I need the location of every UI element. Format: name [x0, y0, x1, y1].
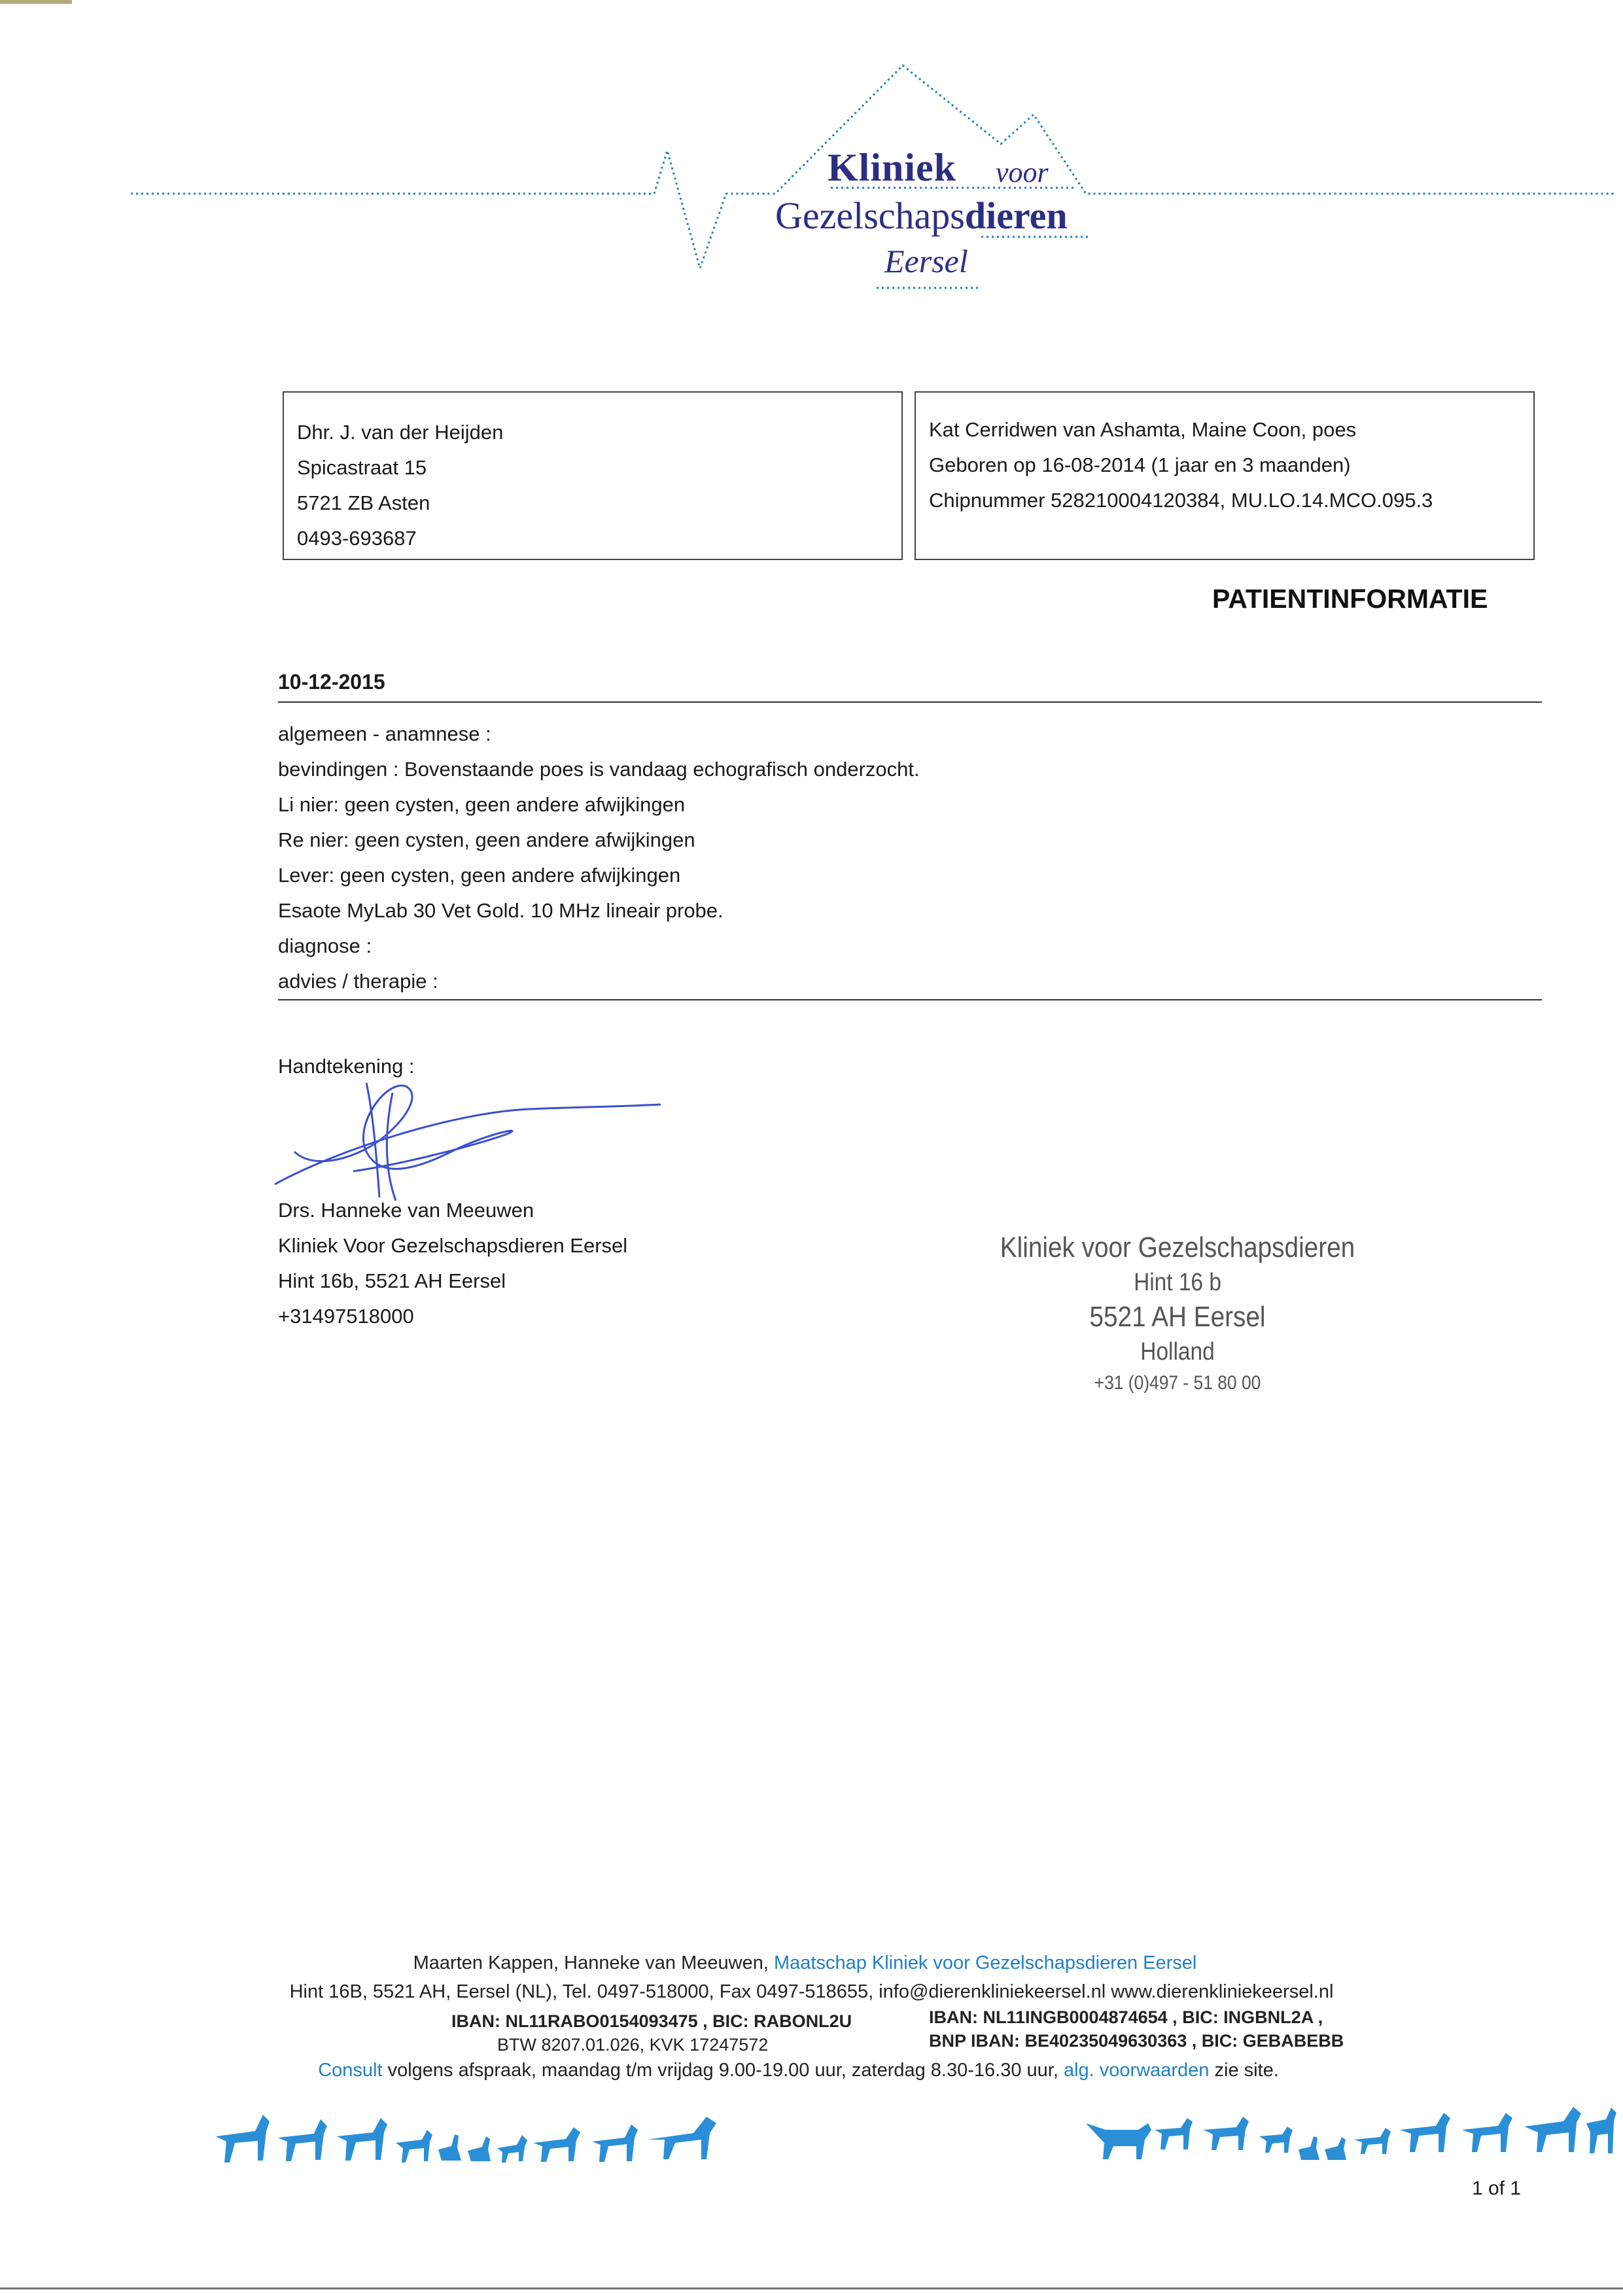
divider-top	[278, 701, 1542, 703]
patient-box	[915, 391, 1535, 560]
animal-silhouettes-right-icon	[1079, 2104, 1622, 2163]
footer-hours	[0, 2060, 1610, 2081]
footer-hours-end: zie site.	[1209, 2060, 1279, 2081]
footer-contact: Hint 16B, 5521 AH, Eersel (NL), Tel. 0497-518000, Fax 0497-518655, info@dierenkliniekeersel.nl www.dierenkliniekeersel.nl	[289, 1981, 1334, 2002]
footer-hours-text: volgens afspraak, maandag t/m vrijdag 9.00-19.00 uur, zaterdag 8.30-16.30 uur,	[382, 2060, 1064, 2081]
report-line: algemeen - anamnese :	[278, 722, 491, 745]
signature-label: Handtekening :	[278, 1055, 415, 1078]
patient-name: Kat Cerridwen van Ashamta, Maine Coon, poes	[929, 418, 1357, 441]
clinic-stamp	[947, 1230, 1408, 1398]
page-number: 1 of 1	[1472, 2178, 1522, 2199]
stamp-street: Hint 16 b	[1134, 1269, 1221, 1296]
page-title: PATIENTINFORMATIE	[1212, 584, 1488, 614]
report-line: Li nier: geen cysten, geen andere afwijkingen	[278, 793, 686, 816]
footer-partners	[0, 1952, 1616, 1974]
logo-kliniek: Kliniek	[828, 146, 957, 189]
logo-voor: voor	[996, 156, 1049, 188]
owner-city: 5721 ZB Asten	[297, 491, 430, 514]
footer-consult-link[interactable]: Consult	[318, 2060, 383, 2081]
footer-btw-kvk: BTW 8207.01.026, KVK 17247572	[497, 2035, 769, 2055]
stamp-phone: +31 (0)497 - 51 80 00	[1094, 1372, 1261, 1394]
divider-bottom	[278, 999, 1542, 1000]
footer-practice-link[interactable]: Maatschap Kliniek voor Gezelschapsdieren Eersel	[773, 1952, 1197, 1973]
footer-partners-names: Maarten Kappen, Hanneke van Meeuwen,	[413, 1952, 774, 1973]
footer-bank-ing: IBAN: NL11INGB0004874654 , BIC: INGBNL2A ,	[929, 2007, 1323, 2027]
signer-block	[278, 1193, 627, 1334]
signer-name: Drs. Hanneke van Meeuwen	[278, 1199, 534, 1222]
footer-bank-bnp: BNP IBAN: BE40235049630363 , BIC: GEBABEBB	[929, 2031, 1344, 2051]
owner-street: Spicastraat 15	[297, 456, 427, 479]
animal-silhouettes-left-icon	[213, 2110, 749, 2163]
patient-chip: Chipnummer 528210004120384, MU.LO.14.MCO.095.3	[929, 489, 1433, 512]
report-line: advies / therapie :	[278, 970, 438, 993]
patient-birth: Geboren op 16-08-2014 (1 jaar en 3 maanden)	[929, 453, 1351, 476]
report-line: Re nier: geen cysten, geen andere afwijkingen	[278, 828, 695, 851]
handwritten-signature	[255, 1073, 674, 1204]
report-line: diagnose :	[278, 934, 372, 957]
logo-gezelschapsdieren	[775, 194, 1068, 238]
stamp-clinic: Kliniek voor Gezelschapsdieren	[1000, 1231, 1355, 1263]
footer-terms-link[interactable]: alg. voorwaarden	[1063, 2060, 1210, 2081]
logo-eersel: Eersel	[884, 243, 968, 279]
signer-address: Hint 16b, 5521 AH Eersel	[278, 1269, 506, 1292]
report-body	[278, 716, 920, 999]
scan-bottom-edge	[0, 2287, 1623, 2289]
signer-clinic: Kliniek Voor Gezelschapsdieren Eersel	[278, 1234, 628, 1257]
report-line: bevindingen : Bovenstaande poes is vandaag echografisch onderzocht.	[278, 758, 920, 781]
footer-bank-rabo: IBAN: NL11RABO0154093475 , BIC: RABONL2U	[451, 2011, 852, 2031]
report-line: Lever: geen cysten, geen andere afwijkingen	[278, 864, 681, 887]
owner-phone: 0493-693687	[297, 527, 417, 550]
logo-gezelschaps: Gezelschaps	[775, 194, 965, 237]
report-line: Esaote MyLab 30 Vet Gold. 10 MHz lineair probe.	[278, 899, 724, 922]
owner-box	[283, 391, 903, 560]
stamp-city: 5521 AH Eersel	[1089, 1301, 1266, 1333]
logo-heartbeat-line	[0, 0, 1623, 294]
signer-phone: +31497518000	[278, 1305, 414, 1328]
owner-name: Dhr. J. van der Heijden	[297, 421, 504, 444]
report-date: 10-12-2015	[278, 670, 385, 694]
stamp-country: Holland	[1140, 1338, 1215, 1366]
logo-dieren: dieren	[964, 194, 1068, 237]
